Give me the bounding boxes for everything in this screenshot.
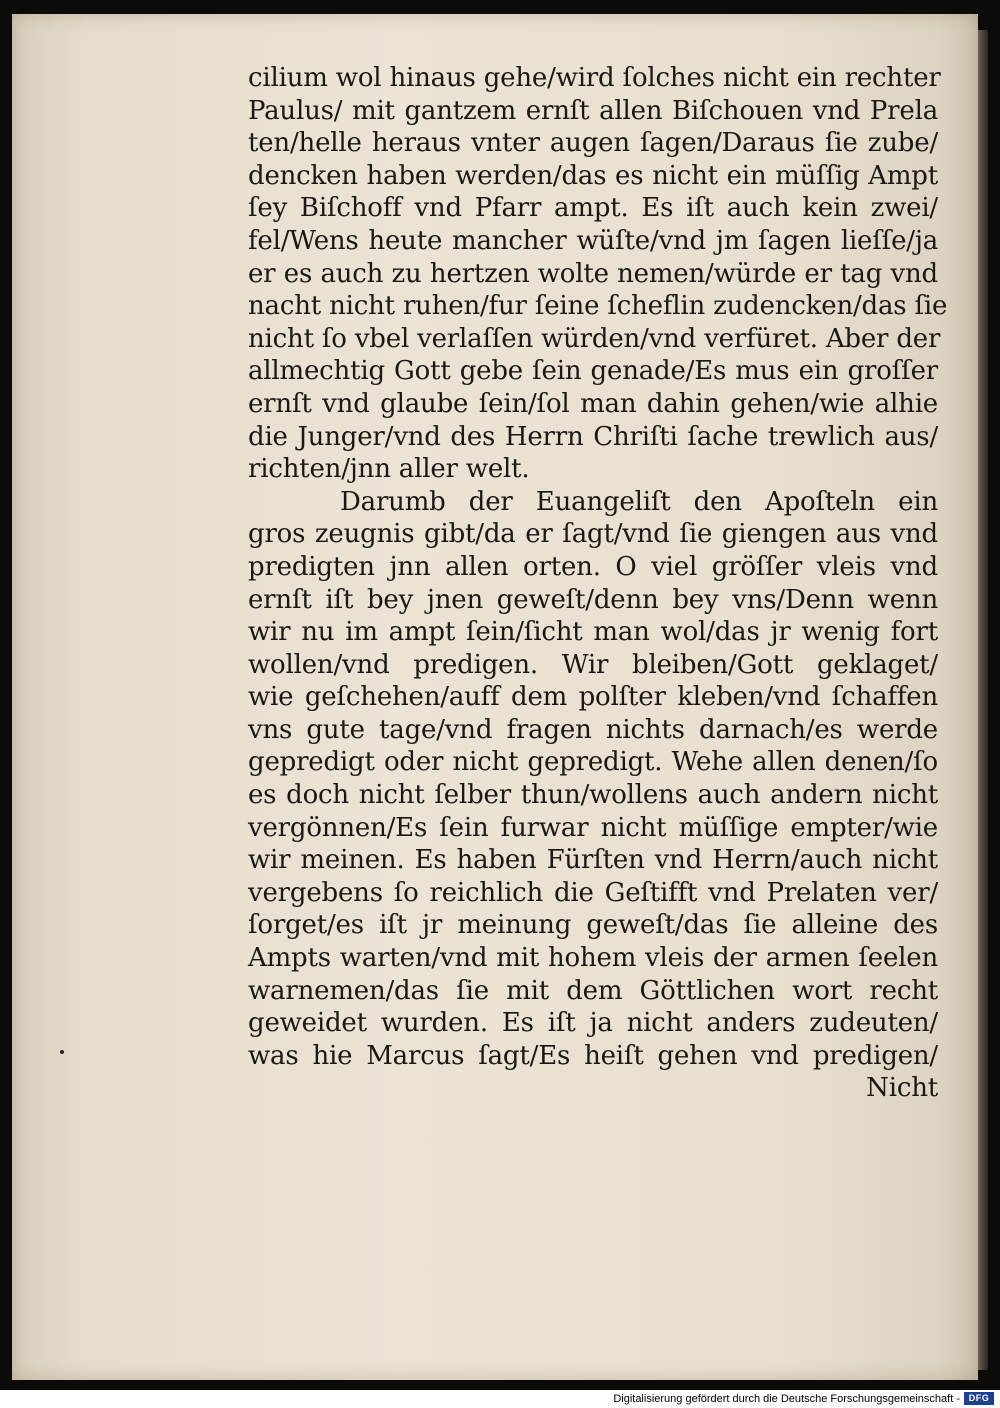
text-line: ſorget/es iſt jr meinung geweſt/das ſie alleine des (248, 910, 938, 941)
text-line: es doch nicht ſelber thun/wollens auch andern nicht (248, 780, 938, 811)
text-line: cilium wol hinaus gehe/wird ſolches nicht ein rechter (248, 63, 941, 93)
text-line: fel/Wens heute mancher wüſte/vnd jm ſagen lieſſe/ja (248, 225, 938, 256)
text-line: wir nu im ampt ſein/ſicht man wol/das jr wenig fort (248, 617, 938, 648)
text-line: die Junger/vnd des Herrn Chriſti ſache trewlich aus/ (248, 421, 938, 452)
text-line: nicht ſo vbel verlaſſen würden/vnd verfüret. Aber der (248, 323, 941, 354)
text-line: nacht nicht ruhen/fur ſeine ſcheflin zudencken/das ſie (248, 291, 948, 322)
text-line: was hie Marcus ſagt/Es heiſt gehen vnd predigen/ (248, 1040, 938, 1071)
text-line: vergebens ſo reichlich die Geſtifft vnd Prelaten ver/ (248, 877, 938, 908)
text-line: Ampts warten/vnd mit hohem vleis der armen ſeelen (248, 943, 938, 974)
text-line: er es auch zu hertzen wolte nemen/würde er tag vnd (248, 258, 938, 289)
funding-credit: Digitalisierung gefördert durch die Deutsche Forschungsgemeinschaft - (613, 1393, 960, 1405)
text-line: ſey Biſchoff vnd Pfarr ampt. Es iſt auch kein zwei/ (248, 193, 938, 224)
text-line: richten/jnn aller welt. (248, 454, 530, 485)
text-line: wie geſchehen/auff dem polſter kleben/vnd ſchaffen (248, 682, 938, 713)
text-line: vns gute tage/vnd fragen nichts darnach/es werde (248, 714, 938, 745)
text-line: gepredigt oder nicht gepredigt. Wehe allen denen/ſo (248, 747, 938, 778)
text-line: vergönnen/Es ſein furwar nicht müſſige empter/wie (248, 812, 938, 843)
catchword: Nicht (866, 1073, 938, 1104)
text-line: predigten jnn allen orten. O viel gröſſer vleis vnd (248, 551, 938, 582)
text-line: warnemen/das ſie mit dem Göttlichen wort recht (248, 975, 938, 1006)
page-edge (978, 30, 988, 1370)
text-line: Paulus/ mit gantzem ernſt allen Biſchouen vnd Prela (248, 95, 938, 126)
text-line: geweidet wurden. Es iſt ja nicht anders zudeuten/ (248, 1008, 938, 1039)
text-block (248, 62, 948, 1105)
text-line: ernſt vnd glaube ſein/ſol man dahin gehen/wie alhie (248, 388, 938, 419)
text-line: wollen/vnd predigen. Wir bleiben/Gott geklaget/ (248, 649, 938, 680)
ink-speck (60, 1050, 64, 1054)
paragraph-start-line: Darumb der Euangeliſt den Apoſteln ein (340, 486, 938, 517)
text-line: wir meinen. Es haben Fürſten vnd Herrn/auch nicht (248, 845, 938, 876)
text-line: gros zeugnis gibt/da er ſagt/vnd ſie giengen aus vnd (248, 519, 938, 550)
footer-bar (0, 1390, 1000, 1408)
dfg-logo-icon[interactable]: DFG (964, 1392, 994, 1405)
text-line: dencken haben werden/das es nicht ein müſſig Ampt (248, 160, 938, 191)
text-line: allmechtig Gott gebe ſein genade/Es mus ein groſſer (248, 356, 938, 387)
text-line: ernſt iſt bey jnen geweſt/denn bey vns/Denn wenn (248, 584, 938, 615)
text-line: ten/helle heraus vnter augen ſagen/Daraus ſie zube/ (248, 128, 938, 159)
